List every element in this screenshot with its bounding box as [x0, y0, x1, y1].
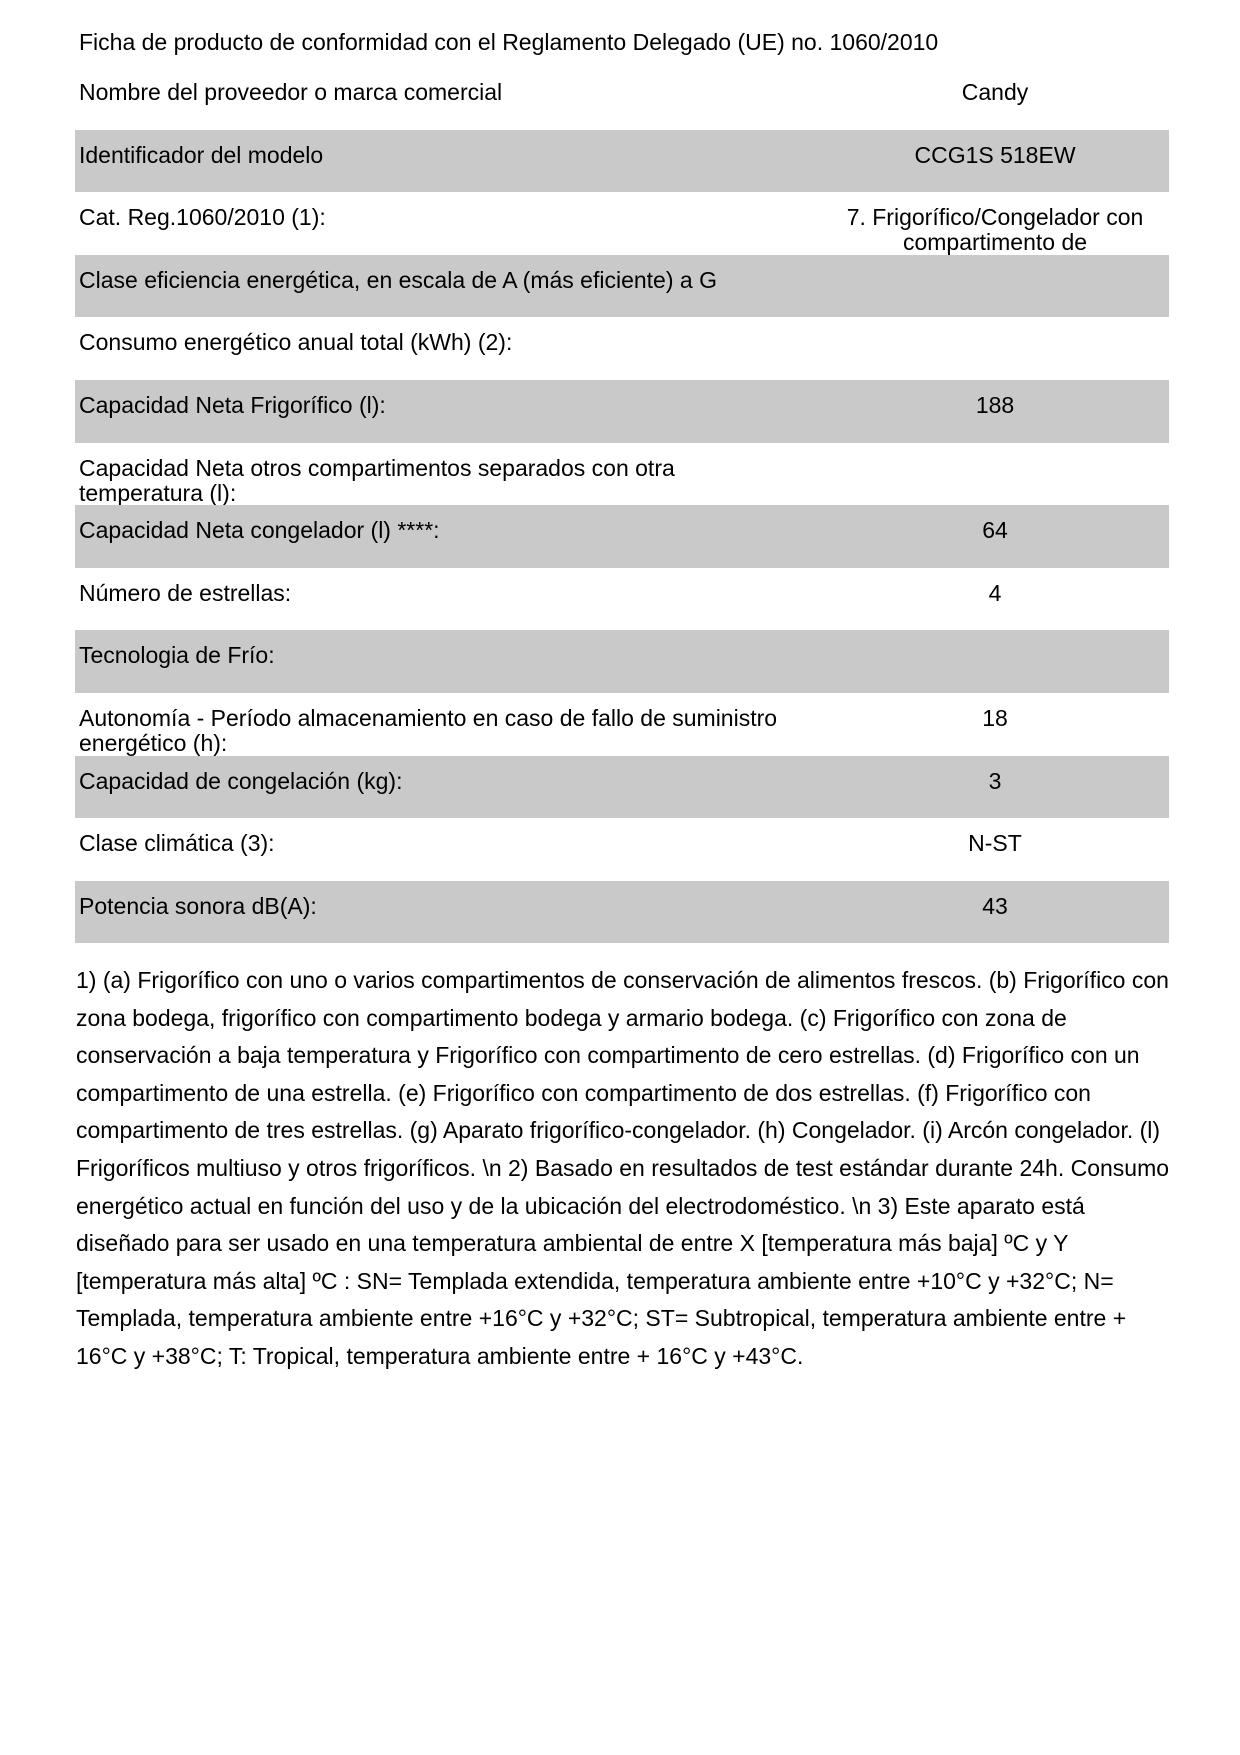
row-label: Número de estrellas:	[79, 579, 292, 606]
table-row-freezer-capacity	[75, 505, 1169, 568]
table-row-other-compartments	[75, 443, 1169, 506]
table-row-annual-consumption	[75, 317, 1169, 380]
row-label: Capacidad Neta Frigorífico (l):	[79, 391, 386, 418]
row-label: Consumo energético anual total (kWh) (2):	[79, 329, 513, 356]
row-label: Capacidad Neta otros compartimentos separados con otra temperatura (l):	[79, 454, 675, 506]
row-label: Identificador del modelo	[79, 141, 324, 168]
table-row-freezing-capacity	[75, 756, 1169, 819]
table-row-fridge-capacity	[75, 380, 1169, 443]
row-label: Potencia sonora dB(A):	[79, 892, 317, 919]
table-row-model	[75, 130, 1169, 193]
row-value: CCG1S 518EW	[914, 141, 1076, 168]
row-label: Capacidad de congelación (kg):	[79, 767, 403, 794]
row-label: Autonomía - Período almacenamiento en caso de fallo de suministro energético (h):	[79, 704, 778, 756]
row-value: 7. Frigorífico/Congelador con compartimento de	[846, 204, 1144, 256]
table-row-energy-class	[75, 255, 1169, 318]
row-value: 18	[982, 704, 1008, 731]
table-row-climate-class	[75, 818, 1169, 881]
row-label: Nombre del proveedor o marca comercial	[79, 79, 503, 105]
row-value: 64	[982, 517, 1008, 544]
table-row-category	[75, 192, 1169, 255]
row-value: 4	[988, 579, 1002, 606]
row-label: Cat. Reg.1060/2010 (1):	[79, 204, 326, 231]
table-row-cooling-technology	[75, 630, 1169, 693]
table-row-supplier	[75, 67, 1169, 130]
table-row-sound-power	[75, 881, 1169, 944]
row-value: N-ST	[968, 830, 1022, 857]
table-row-stars	[75, 568, 1169, 631]
footnotes: 1) (a) Frigorífico con uno o varios compartimentos de conservación de alimentos frescos. (b) Frigorífico con zona bodega, frigorífico con compartimento bodega y armario bodega. (c) Frigorífico con zona de conservación a baja temperatura y Frigorífico con compartimento de cero estrellas. (d) Frigorífico con un compartimento de una estrella. (e) Frigorífico con compartimento de dos estrellas. (f) Frigorífico con compartimento de tres estrellas. (g) Aparato frigorífico-congelador. (h) Congelador. (i) Arcón congelador. (l) Frigoríficos multiuso y otros frigoríficos. \n 2) Basado en resultados de test estándar durante 24h. Consumo energético actual en función del uso y de la ubicación del electrodoméstico. \n 3) Este aparato está diseñado para ser usado en una temperatura ambiental de entre X [temperatura más baja] ºC y Y [temperatura más alta] ºC : SN= Templada extendida, temperatura ambiente entre +10°C y +32°C; N= Templada, temperatura ambiente entre +16°C y +32°C; ST= Subtropical, temperatura ambiente entre + 16°C y +38°C; T: Tropical, temperatura ambiente entre + 16°C y +43°C.	[76, 967, 1170, 1369]
row-value: 188	[975, 391, 1015, 418]
row-value: Candy	[961, 79, 1029, 105]
row-label: Clase eficiencia energética, en escala de A (más eficiente) a G	[79, 266, 717, 293]
spec-table	[75, 67, 1169, 943]
row-value: 3	[988, 767, 1002, 794]
page-title: Ficha de producto de conformidad con el Reglamento Delegado (UE) no. 1060/2010	[79, 29, 939, 55]
table-row-autonomy	[75, 693, 1169, 756]
row-label: Capacidad Neta congelador (l) ****:	[79, 517, 440, 544]
row-label: Tecnologia de Frío:	[79, 642, 275, 669]
row-label: Clase climática (3):	[79, 830, 275, 857]
row-value: 43	[982, 892, 1008, 919]
